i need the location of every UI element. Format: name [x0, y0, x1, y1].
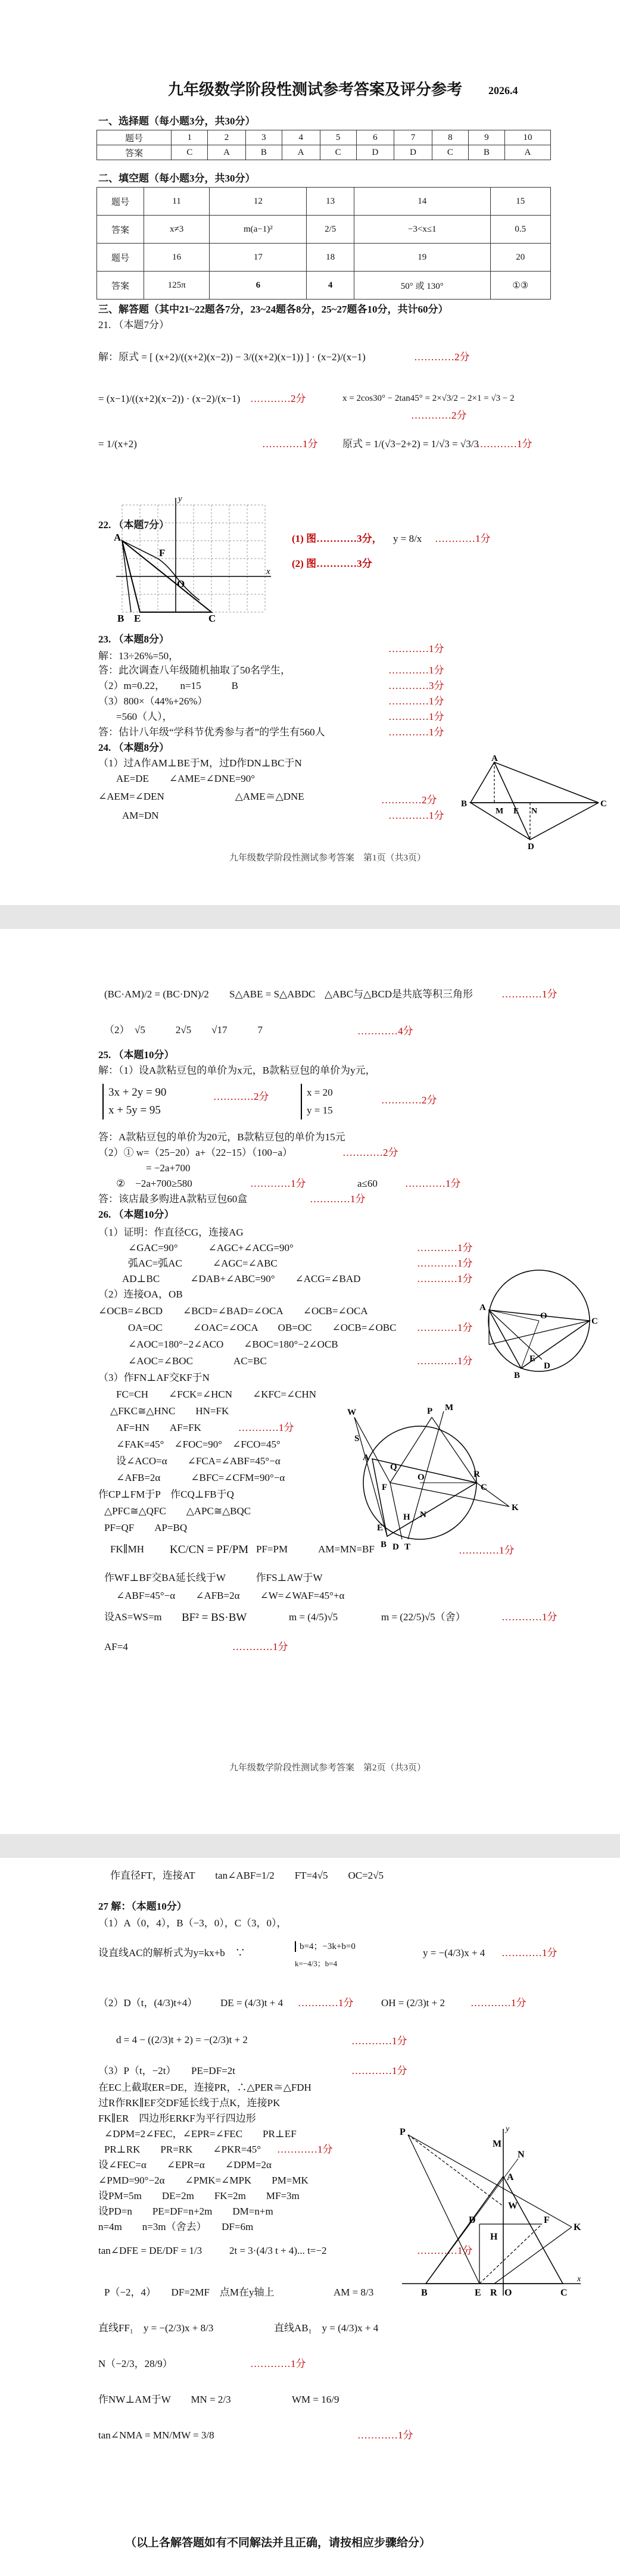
label-b: B	[381, 1540, 387, 1549]
segment-fk	[390, 1483, 509, 1507]
q27-line3b: DE = (4/3)t + 4	[220, 1997, 283, 2009]
label-b: B	[117, 613, 124, 624]
section3-heading: 三、解答题（其中21~22题各7分，23~24题各8分，25~27题各10分，共计60分）	[98, 304, 448, 315]
p2-line1a: (BC·AM)/2 = (BC·DN)/2	[104, 988, 209, 1000]
label-a: A	[114, 532, 121, 543]
q25-system1	[102, 1084, 166, 1119]
q22-answer1: (1) 图…………3分，	[292, 533, 382, 544]
q27-score5: …………1分	[351, 2065, 407, 2076]
q25-line5: = −2a+700	[146, 1162, 191, 1174]
page-footer: 九年级数学阶段性测试参考答案 第2页（共3页）	[229, 1763, 426, 1773]
label-o: O	[540, 1311, 547, 1321]
label-w: W	[508, 2201, 518, 2211]
q27-line18b: 直线AB₁ y = (4/3)x + 4	[274, 2322, 379, 2334]
table-cell: 16	[144, 244, 210, 272]
p2-line1b: S△ABE = S△ABDC	[229, 988, 316, 1000]
q26-figure-1	[468, 1255, 610, 1380]
table-cell: 18	[307, 244, 354, 272]
q22-answer1-score: …………1分	[435, 533, 491, 544]
q27-line3c: OH = (2/3)t + 2	[381, 1997, 445, 2009]
label-o: O	[177, 578, 185, 590]
q25-score1: …………2分	[213, 1091, 269, 1102]
q27-score21: …………1分	[357, 2430, 413, 2441]
q27-line2c: y = −(4/3)x + 4	[423, 1947, 485, 1958]
q22-answer1-formula: y = 8/x	[393, 533, 422, 544]
label-s: S	[354, 1434, 360, 1443]
q26-line21: 作WF⊥BF交BA延长线于W 作FS⊥AW于W	[104, 1572, 323, 1583]
q21-title: 21. （本题7分）	[98, 319, 169, 330]
label-h: H	[490, 2232, 498, 2242]
q25-score6: …………1分	[250, 1178, 306, 1189]
table-cell: D	[356, 145, 394, 160]
q23-score6: …………1分	[388, 726, 444, 738]
q21-score2b: …………2分	[411, 410, 467, 421]
q27-line1: （1）A（0，4），B（−3，0），C（3，0），	[98, 1917, 287, 1929]
q26-line13: AF=HN AF=FK	[116, 1422, 201, 1433]
table-cell: 6	[356, 130, 394, 145]
q26-figure-2	[331, 1393, 521, 1566]
label-a: A	[491, 754, 498, 763]
label-a: A	[479, 1303, 486, 1312]
segment-pm	[408, 2135, 503, 2206]
table-cell: B	[468, 145, 504, 160]
q22-grid-figure	[110, 493, 277, 624]
q21-score3: …………1分	[262, 438, 318, 450]
equation: y = 15	[307, 1105, 333, 1116]
q27-figure	[390, 2123, 587, 2313]
table-cell: 题号	[97, 244, 144, 272]
q26-score13: …………1分	[238, 1422, 294, 1433]
q26-line23b: BF² = BS·BW	[182, 1611, 247, 1624]
q26-line17: 作CP⊥FM于P 作CQ⊥FB于Q	[98, 1489, 234, 1500]
label-k: K	[512, 1503, 519, 1512]
table-cell: 14	[354, 188, 490, 216]
table-cell: A	[504, 145, 550, 160]
q23-title: 23. （本题8分）	[98, 634, 169, 645]
table-cell: C	[432, 145, 468, 160]
q25-line6: ② −2a+700≥580	[116, 1178, 192, 1189]
label-k: K	[574, 2222, 581, 2232]
q26-line23a: 设AS=WS=m	[104, 1611, 162, 1623]
q22-title: 22. （本题7分）	[98, 519, 169, 531]
label-n: N	[420, 1510, 426, 1520]
q27-score10: …………1分	[277, 2144, 333, 2155]
table-cell: 15	[490, 188, 550, 216]
q26-line19: PF=QF AP=BQ	[104, 1522, 188, 1533]
segment-ef	[479, 2224, 542, 2284]
q26-line18: △PFC≅△QFC △APC≅△BQC	[104, 1505, 251, 1517]
q26-line24: AF=4	[104, 1641, 128, 1652]
label-h: H	[403, 1512, 410, 1522]
q23-line2: 答：此次调查八年级随机抽取了50名学生，	[98, 665, 291, 676]
page-footer: 九年级数学阶段性测试参考答案 第1页（共3页）	[229, 853, 426, 863]
q23-line3: （2）m=0.22， n=15 B	[98, 680, 238, 691]
q27-line7: 过R作RK∥EF交DF延长线于点K，连接PK	[98, 2097, 281, 2109]
p2-score1: …………1分	[501, 988, 557, 1000]
table-cell: 20	[490, 244, 550, 272]
q27-score4: …………1分	[351, 2035, 407, 2047]
q25-line1: 解：（1）设A款粘豆包的单价为x元，B款粘豆包的单价为y元，	[98, 1065, 376, 1076]
label-c: C	[481, 1483, 487, 1492]
q26-line8: ∠AOC=180°−2∠ACO ∠BOC=180°−2∠OCB	[128, 1339, 338, 1350]
q27-score3: …………1分	[298, 1997, 354, 2009]
segment-rk	[494, 2227, 572, 2284]
q27-line14: 设PD=n PE=DF=n+2m DM=n+m	[98, 2206, 273, 2217]
q26-line23d: m = (22/5)√5（舍）	[381, 1611, 466, 1623]
page-separator	[0, 1834, 620, 1858]
q27-line2a: 设直线AC的解析式为y=kx+b ∵	[98, 1947, 245, 1958]
table-cell: 题号	[97, 188, 144, 216]
table-cell: 5	[320, 130, 356, 145]
label-d: D	[528, 842, 534, 852]
q27-line20a: 作NW⊥AM于W MN = 2/3	[98, 2394, 231, 2405]
segment-mh	[408, 1411, 444, 1539]
q27-line3a: （2）D（t，(4/3)t+4）	[98, 1997, 198, 2009]
q23-score3: …………3分	[388, 680, 444, 691]
q21-score1: …………2分	[414, 351, 470, 363]
q26-score24: …………1分	[232, 1641, 288, 1652]
table-cell: D	[394, 145, 432, 160]
table-cell: C	[172, 145, 208, 160]
q25-line7: 答：该店最多购进A款粘豆包60盒	[98, 1193, 248, 1205]
table-cell: 4	[307, 272, 354, 300]
label-y: y	[178, 494, 182, 504]
q26-line14: ∠FAK=45° ∠FOC=90° ∠FCO=45°	[116, 1439, 281, 1450]
q26-title: 26. （本题10分）	[98, 1209, 175, 1220]
label-m: M	[493, 2139, 502, 2149]
label-n: N	[518, 2150, 525, 2160]
label-d: D	[469, 2215, 476, 2225]
section1-heading: 一、选择题（每小题3分，共30分）	[98, 116, 256, 127]
q25-score4: …………2分	[342, 1147, 398, 1158]
table-cell: 19	[354, 244, 490, 272]
q26-line20a: FK∥MH	[110, 1543, 144, 1555]
q26-line16: ∠AFB=2α ∠BFC=∠CFM=90°−α	[116, 1472, 285, 1483]
table-cell: 11	[144, 188, 210, 216]
q27-line13: 设PM=5m DE=2m FK=2m MF=3m	[98, 2190, 300, 2201]
q26-line20b: KC/CN = PF/PM	[170, 1543, 249, 1556]
label-e: E	[475, 2288, 481, 2298]
page-title: 九年级数学阶段性测试参考答案及评分参考	[168, 81, 463, 98]
q26-line1: （1）证明：作直径CG，连接AG	[98, 1227, 244, 1238]
table-cell: 答案	[97, 145, 172, 160]
table-cell: 8	[432, 130, 468, 145]
segment-pe	[408, 2135, 479, 2284]
table-cell: 3	[245, 130, 282, 145]
label-x: x	[577, 2275, 581, 2284]
q23-line6: 答：估计八年级“学科节优秀参与者”的学生有560人	[98, 726, 325, 738]
table-cell: 12	[210, 188, 307, 216]
q25-line6b: a≤60	[357, 1178, 378, 1189]
q27-line10: PR⊥RK PR=RK ∠PKR=45°	[104, 2144, 261, 2155]
q23-score5: …………1分	[388, 711, 444, 722]
table-cell: 13	[307, 188, 354, 216]
q26-line9: ∠AOC=∠BOC AC=BC	[128, 1355, 267, 1367]
q24-figure	[459, 756, 607, 852]
q26-line6: ∠OCB=∠BCD ∠BCD=∠BAD=∠OCA ∠OCB=∠OCA	[98, 1305, 368, 1317]
label-a: A	[363, 1453, 369, 1462]
segment-pk	[408, 2135, 572, 2227]
table-cell: 2/5	[307, 216, 354, 244]
q26-line5: （2）连接OA，OB	[98, 1289, 183, 1300]
q27-line19: N（−2/3，28/9）	[98, 2358, 173, 2369]
label-o: O	[504, 2288, 512, 2298]
label-c: C	[591, 1317, 598, 1326]
q24-line4: AM=DN	[122, 810, 159, 821]
table-cell: 0.5	[490, 216, 550, 244]
table-cell: 答案	[97, 216, 144, 244]
q25-title: 25. （本题10分）	[98, 1049, 175, 1061]
label-a: A	[507, 2172, 514, 2182]
label-q: Q	[390, 1462, 397, 1472]
q25-score2: …………2分	[381, 1094, 437, 1106]
label-e: E	[377, 1523, 384, 1533]
table-cell: 9	[468, 130, 504, 145]
label-c: C	[208, 613, 216, 624]
label-p: P	[427, 1406, 433, 1416]
q26-score7: …………1分	[417, 1322, 473, 1333]
table-cell: 1	[172, 130, 208, 145]
q27-title: 27 解：（本题10分）	[98, 1901, 187, 1912]
table-cell: A	[282, 145, 320, 160]
q27-line17b: AM = 8/3	[334, 2287, 374, 2298]
q25-score7: …………1分	[310, 1193, 366, 1205]
q21-score2: …………2分	[250, 393, 306, 404]
page-3	[0, 1858, 620, 2576]
fill-answer-table	[96, 187, 551, 300]
segment-oa	[489, 1310, 539, 1321]
q27-line9: ∠DPM=2∠FEC，∠EPR=∠FEC PR⊥EF	[104, 2128, 297, 2140]
q26-score20: …………1分	[459, 1545, 515, 1556]
q26-line20c: PF=PM AM=MN=BF	[256, 1543, 375, 1555]
table-cell: x≠3	[144, 216, 210, 244]
q27-line20b: WM = 16/9	[292, 2394, 339, 2405]
table-cell: 答案	[97, 272, 144, 300]
table-cell: 题号	[97, 130, 172, 145]
table-cell: 6	[210, 272, 307, 300]
q24-line2: AE=DE ∠AME=∠DNE=90°	[116, 773, 256, 784]
label-r: R	[473, 1470, 480, 1479]
page-2	[0, 929, 620, 1834]
table-cell: ①③	[490, 272, 550, 300]
table-cell: 4	[282, 130, 320, 145]
q25-line4: （2）① w=（25−20）a+（22−15）（100−a）	[98, 1147, 293, 1158]
table-cell: 50° 或 130°	[354, 272, 490, 300]
segment-wf	[354, 1417, 390, 1483]
closing-note: （以上各解答题如有不同解法并且正确，请按相应步骤给分）	[125, 2537, 431, 2549]
label-e: E	[134, 613, 141, 624]
label-b: B	[461, 799, 468, 809]
q26-score3: …………1分	[417, 1258, 473, 1269]
segment-pc	[432, 1417, 476, 1483]
table-cell: 10	[504, 130, 550, 145]
label-o: O	[418, 1473, 425, 1482]
q26-score4: …………1分	[417, 1273, 473, 1284]
q27-line11: 设∠FEC=α ∠EPR=α ∠DPM=2α	[98, 2159, 272, 2170]
q21-line2b: x = 2cos30° − 2tan45° = 2×√3/2 − 2×1 = √3 − 2	[342, 394, 515, 403]
table-cell: m(a−1)²	[210, 216, 307, 244]
label-d: D	[392, 1542, 399, 1552]
q27-line4: d = 4 − ((2/3)t + 2) = −(2/3)t + 2	[116, 2034, 248, 2045]
label-f: F	[382, 1483, 388, 1492]
q27-score19: …………1分	[250, 2358, 306, 2369]
label-e: E	[529, 1354, 536, 1364]
q27-line5: （3）P（t，−2t） PE=DF=2t	[98, 2065, 235, 2076]
q27-line6: 在EC上截取ER=DE，连接PR，∴△PER≅△FDH	[98, 2082, 311, 2093]
q25-line3: 答：A款粘豆包的单价为20元，B款粘豆包的单价为15元	[98, 1131, 345, 1143]
q27-score16: …………1分	[417, 2245, 473, 2256]
q24-line3: ∠AEM=∠DEN △AME≅△DNE	[98, 791, 304, 802]
q27-score2: …………1分	[501, 1947, 557, 1958]
page-1	[0, 0, 620, 905]
q27-line2-solution: k=−4/3；b=4	[295, 1959, 338, 1968]
label-c: C	[560, 2288, 568, 2298]
q27-line16b: 2t = 3·(4/3 t + 4)... t=−2	[229, 2245, 327, 2256]
triangle-abc	[426, 2176, 563, 2284]
q27-line16a: tan∠DFE = DE/DF = 1/3	[98, 2245, 202, 2256]
equation: x + 5y = 95	[108, 1104, 161, 1117]
q24-line1: （1）过A作AM⊥BE于M，过D作DN⊥BC于N	[98, 757, 302, 769]
label-w: W	[347, 1408, 356, 1417]
q26-line22: ∠ABF=45°−α ∠AFB=2α ∠W=∠WAF=45°+α	[116, 1590, 345, 1601]
q23-line1: 解：13÷26%=50，	[98, 650, 179, 662]
equation: x = 20	[307, 1087, 333, 1098]
q26-line10: （3）作FN⊥AF交KF于N	[98, 1372, 210, 1383]
label-f: F	[544, 2215, 550, 2225]
q23-score2: …………1分	[388, 665, 444, 676]
q26-line2: ∠GAC=90° ∠AGC+∠ACG=90°	[128, 1242, 294, 1253]
table-cell: 2	[208, 130, 246, 145]
table-cell: C	[320, 145, 356, 160]
label-b: B	[514, 1371, 521, 1380]
p2-line2: （2） √5 2√5 √17 7	[104, 1024, 263, 1036]
page-separator	[0, 905, 620, 929]
p3-line1: 作直径FT，连接AT tan∠ABF=1/2 FT=4√5 OC=2√5	[110, 1870, 384, 1881]
label-x: x	[266, 567, 270, 576]
label-p: P	[400, 2127, 406, 2137]
p2-score2: …………4分	[357, 1025, 413, 1037]
label-n: N	[531, 807, 538, 816]
q26-score9: …………1分	[417, 1355, 473, 1367]
q24-score3: …………2分	[381, 794, 437, 806]
q25-system2	[301, 1084, 333, 1119]
q23-score4: …………1分	[388, 696, 444, 707]
label-m: M	[496, 807, 504, 816]
q21-line2: = (x−1)/((x+2)(x−2)) · (x−2)/(x−1)	[98, 393, 241, 404]
q24-score4: …………1分	[388, 810, 444, 821]
label-e: E	[513, 807, 519, 816]
q24-title: 24. （本题8分）	[98, 742, 169, 753]
q27-line17a: P（−2，4） DF=2MF 点M在y轴上	[104, 2287, 275, 2298]
q27-line12: ∠PMD=90°−2α ∠PMK=∠MPK PM=MK	[98, 2175, 309, 2186]
q23-line4: （3）800×（44%+26%）	[98, 696, 208, 707]
q26-line23c: m = (4/5)√5	[289, 1611, 338, 1623]
q25-score6b: …………1分	[405, 1178, 461, 1189]
q23-score1: …………1分	[388, 643, 444, 654]
q26-line4: AD⊥BC ∠DAB+∠ABC=90° ∠ACG=∠BAD	[122, 1273, 361, 1284]
q26-line7: OA=OC ∠OAC=∠OCA OB=OC ∠OCB=∠OBC	[128, 1322, 397, 1333]
q26-score23: …………1分	[501, 1611, 557, 1623]
q26-line3: 弧AC=弧AC ∠AGC=∠ABC	[128, 1258, 278, 1269]
label-r: R	[490, 2288, 497, 2298]
label-d: D	[544, 1361, 550, 1371]
equation: 3x + 2y = 90	[108, 1086, 167, 1099]
q21-line3b: 原式 = 1/(√3−2+2) = 1/√3 = √3/3	[342, 438, 479, 450]
choice-answer-table	[96, 130, 551, 160]
label-f: F	[159, 547, 166, 559]
label-c: C	[600, 799, 607, 809]
p2-line1c: △ABC与△BCD是共底等积三角形	[325, 988, 473, 1000]
triangle-abc	[489, 1310, 590, 1368]
table-cell: 17	[210, 244, 307, 272]
q27-line21: tan∠NMA = MN/MW = 3/8	[98, 2430, 214, 2441]
table-cell: −3<x≤1	[354, 216, 490, 244]
table-cell: B	[245, 145, 282, 160]
q21-score3b: …………1分	[476, 438, 532, 450]
q23-line5: =560（人），	[116, 711, 173, 722]
label-t: T	[404, 1542, 411, 1552]
q27-line8: FK∥ER 四边形ERKF为平行四边形	[98, 2113, 256, 2124]
q26-line11: FC=CH ∠FCK=∠HCN ∠KFC=∠CHN	[116, 1389, 317, 1400]
table-cell: A	[208, 145, 246, 160]
q27-line2-system: b=4；−3k+b=0	[295, 1941, 356, 1952]
q26-line15: 设∠ACO=α ∠FCA=∠ABF=45°−α	[116, 1455, 281, 1467]
q27-line18a: 直线FF₁ y = −(2/3)x + 8/3	[98, 2322, 214, 2334]
section2-heading: 二、填空题（每小题3分，共30分）	[98, 173, 256, 184]
q27-score3c: …………1分	[471, 1997, 526, 2009]
label-m: M	[445, 1403, 454, 1412]
table-cell: 125π	[144, 272, 210, 300]
label-b: B	[421, 2288, 428, 2298]
label-y: y	[506, 2125, 510, 2134]
table-cell: 7	[394, 130, 432, 145]
triangle-abc	[471, 762, 599, 803]
date-label: 2026.4	[488, 85, 518, 96]
q27-line15: n=4m n=3m（舍去） DF=6m	[98, 2221, 254, 2232]
q26-score2: …………1分	[417, 1242, 473, 1253]
q26-line12: △FKC≅△HNC HN=FK	[110, 1405, 229, 1417]
q21-line3: = 1/(x+2)	[98, 438, 137, 450]
q21-line1: 解：原式 = [ (x+2)/((x+2)(x−2)) − 3/((x+2)(x−1)) ] · (x−2)/(x−1)	[98, 351, 366, 363]
q22-answer2: (2) 图…………3分	[292, 558, 372, 569]
